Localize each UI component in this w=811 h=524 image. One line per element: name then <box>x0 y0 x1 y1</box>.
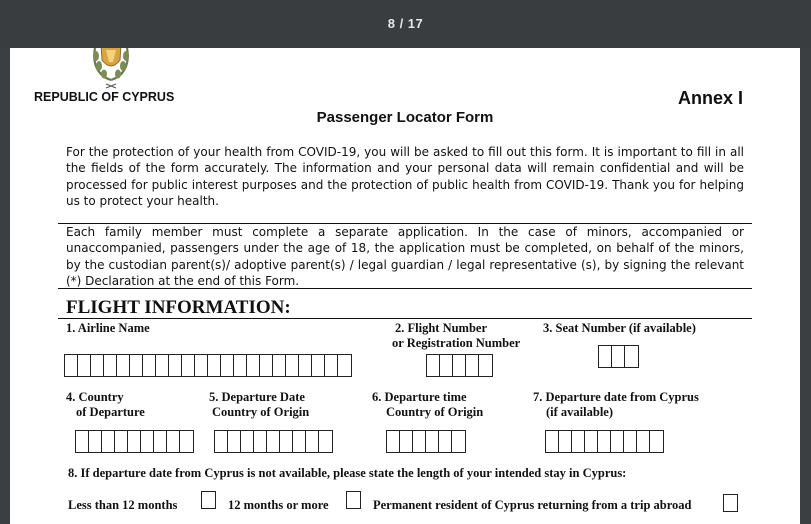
character-cell[interactable] <box>599 346 612 367</box>
character-cell[interactable] <box>141 431 154 452</box>
character-cell[interactable] <box>427 355 440 376</box>
character-cell[interactable] <box>293 431 306 452</box>
scrollbar-track[interactable] <box>800 48 811 524</box>
cyprus-departure-date-field[interactable] <box>545 430 664 453</box>
character-cell[interactable] <box>426 431 439 452</box>
page-indicator: 8 / 17 <box>387 16 424 31</box>
character-cell[interactable] <box>267 431 280 452</box>
character-cell[interactable] <box>91 355 104 376</box>
character-cell[interactable] <box>312 355 325 376</box>
character-cell[interactable] <box>102 431 115 452</box>
character-cell[interactable] <box>559 431 572 452</box>
character-cell[interactable] <box>280 431 293 452</box>
divider <box>58 288 752 289</box>
character-cell[interactable] <box>234 355 247 376</box>
less-than-12-months-checkbox[interactable] <box>201 491 216 509</box>
character-cell[interactable] <box>241 431 254 452</box>
intro-paragraph: For the protection of your health from COVID-19, you will be asked to fill out this form. It is important to fill in all the fields of the form accurately. The information and your personal data will remain confidential and will be processed for public interest purposes and the protection of public health from COVID-19. Thank you for helping us to protect your health. <box>66 145 744 208</box>
character-cell[interactable] <box>215 431 228 452</box>
character-cell[interactable] <box>598 431 611 452</box>
departure-date-label-2: Country of Origin <box>212 405 310 419</box>
cyprus-date-label: 7. Departure date from Cyprus <box>533 390 699 404</box>
character-cell[interactable] <box>154 431 167 452</box>
departure-time-field[interactable] <box>386 430 466 453</box>
seat-label: 3. Seat Number (if available) <box>543 321 696 335</box>
character-cell[interactable] <box>128 431 141 452</box>
character-cell[interactable] <box>440 355 453 376</box>
departure-date-label: 5. Departure Date <box>209 390 305 404</box>
departure-date-field[interactable] <box>214 430 333 453</box>
character-cell[interactable] <box>439 431 452 452</box>
form-title: Passenger Locator Form <box>316 109 494 126</box>
character-cell[interactable] <box>117 355 130 376</box>
character-cell[interactable] <box>612 346 625 367</box>
flight-number-label-2: or Registration Number <box>392 336 521 350</box>
option-12-more-label: 12 months or more <box>228 498 329 512</box>
country-label: 4. Country <box>66 390 124 404</box>
character-cell[interactable] <box>254 431 267 452</box>
annex-label: Annex I <box>678 88 744 108</box>
character-cell[interactable] <box>413 431 426 452</box>
character-cell[interactable] <box>625 346 638 367</box>
cyprus-date-label-2: (if available) <box>546 405 614 419</box>
country-label-2: of Departure <box>76 405 145 419</box>
character-cell[interactable] <box>624 431 637 452</box>
character-cell[interactable] <box>637 431 650 452</box>
flight-number-field[interactable] <box>426 354 493 377</box>
character-cell[interactable] <box>299 355 312 376</box>
character-cell[interactable] <box>104 355 117 376</box>
option-resident-label: Permanent resident of Cyprus returning from a trip abroad <box>373 498 692 512</box>
character-cell[interactable] <box>89 431 102 452</box>
character-cell[interactable] <box>306 431 319 452</box>
character-cell[interactable] <box>156 355 169 376</box>
character-cell[interactable] <box>319 431 332 452</box>
character-cell[interactable] <box>650 431 663 452</box>
character-cell[interactable] <box>387 431 400 452</box>
character-cell[interactable] <box>452 431 465 452</box>
viewer-toolbar <box>0 0 811 48</box>
character-cell[interactable] <box>195 355 208 376</box>
cyprus-emblem-icon <box>82 48 140 92</box>
character-cell[interactable] <box>453 355 466 376</box>
character-cell[interactable] <box>115 431 128 452</box>
character-cell[interactable] <box>325 355 338 376</box>
character-cell[interactable] <box>466 355 479 376</box>
character-cell[interactable] <box>572 431 585 452</box>
airline-name-field[interactable] <box>64 354 352 377</box>
character-cell[interactable] <box>208 355 221 376</box>
character-cell[interactable] <box>400 431 413 452</box>
option-less-12-label: Less than 12 months <box>68 498 178 512</box>
seat-number-field[interactable] <box>598 345 639 368</box>
stay-question: 8. If departure date from Cyprus is not available, please state the length of your intended stay in Cyprus: <box>68 466 627 480</box>
departure-time-label-2: Country of Origin <box>386 405 484 419</box>
character-cell[interactable] <box>585 431 598 452</box>
character-cell[interactable] <box>180 431 193 452</box>
country-departure-field[interactable] <box>75 430 194 453</box>
character-cell[interactable] <box>182 355 195 376</box>
section-title: FLIGHT INFORMATION: <box>66 297 291 318</box>
character-cell[interactable] <box>130 355 143 376</box>
character-cell[interactable] <box>76 431 89 452</box>
character-cell[interactable] <box>286 355 299 376</box>
permanent-resident-checkbox[interactable] <box>723 494 738 512</box>
character-cell[interactable] <box>247 355 260 376</box>
character-cell[interactable] <box>221 355 234 376</box>
character-cell[interactable] <box>143 355 156 376</box>
flight-number-label: 2. Flight Number <box>395 321 488 335</box>
character-cell[interactable] <box>169 355 182 376</box>
character-cell[interactable] <box>228 431 241 452</box>
character-cell[interactable] <box>167 431 180 452</box>
character-cell[interactable] <box>273 355 286 376</box>
character-cell[interactable] <box>260 355 273 376</box>
document-page <box>10 48 800 524</box>
departure-time-label: 6. Departure time <box>372 390 467 404</box>
family-paragraph: Each family member must complete a separate application. In the case of minors, accompanied or unaccompanied, passengers under the age of 18, the application must be completed, on behalf of the minors, by the custodian parent(s)/ adoptive parent(s) / legal guardian / legal representative (s), by signing the relevant (*) Declaration at the end of this Form. <box>66 225 744 288</box>
airline-label: 1. Airline Name <box>66 321 150 335</box>
character-cell[interactable] <box>611 431 624 452</box>
character-cell[interactable] <box>338 355 351 376</box>
character-cell[interactable] <box>479 355 492 376</box>
character-cell[interactable] <box>65 355 78 376</box>
character-cell[interactable] <box>78 355 91 376</box>
republic-label: REPUBLIC OF CYPRUS <box>34 90 175 104</box>
divider <box>58 318 752 319</box>
character-cell[interactable] <box>546 431 559 452</box>
12-months-or-more-checkbox[interactable] <box>346 491 361 509</box>
